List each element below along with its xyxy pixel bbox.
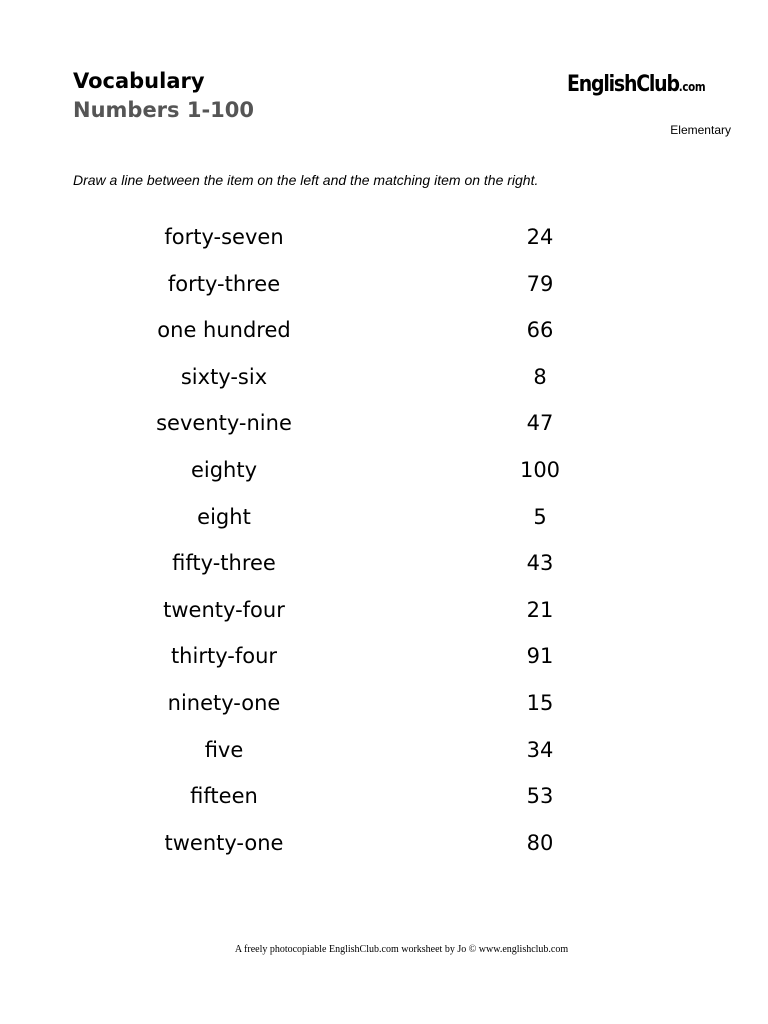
word-item: seventy-nine	[156, 411, 292, 436]
number-item: 100	[519, 457, 561, 482]
matching-row	[0, 540, 768, 587]
instructions: Draw a line between the item on the left and the matching item on the right.	[73, 172, 539, 188]
word-item: sixty-six	[180, 364, 268, 389]
matching-row	[0, 400, 768, 447]
matching-row	[0, 354, 768, 401]
matching-row	[0, 494, 768, 541]
number-item: 43	[526, 551, 554, 576]
number-item: 34	[526, 737, 554, 762]
number-item: 15	[526, 690, 554, 715]
number-item: 47	[526, 411, 554, 436]
matching-list	[0, 214, 768, 866]
matching-row	[0, 727, 768, 774]
number-item: 79	[526, 271, 554, 296]
matching-row	[0, 633, 768, 680]
word-item: forty-three	[167, 271, 281, 296]
worksheet-title: Vocabulary	[73, 69, 205, 93]
number-item: 8	[533, 364, 547, 389]
word-item: forty-seven	[164, 225, 284, 249]
footer-credit: A freely photocopiable EnglishClub.com worksheet by Jo © www.englishclub.com	[234, 944, 569, 955]
logo-suffix: .com	[678, 80, 706, 94]
number-item: 24	[526, 225, 554, 249]
word-item: fifteen	[190, 784, 258, 809]
matching-row	[0, 447, 768, 494]
matching-row	[0, 307, 768, 354]
number-item: 91	[526, 644, 554, 669]
number-item: 66	[526, 318, 554, 343]
logo-text: EnglishClub	[567, 72, 679, 97]
number-item: 53	[526, 784, 554, 809]
word-item: twenty-one	[164, 830, 284, 855]
word-item: five	[204, 737, 244, 762]
matching-row	[0, 680, 768, 727]
word-item: eighty	[190, 457, 258, 482]
matching-row	[0, 214, 768, 261]
englishclub-logo	[567, 70, 705, 102]
word-item: eight	[197, 504, 251, 529]
worksheet-subtitle: Numbers 1-100	[73, 98, 255, 122]
word-item: ninety-one	[167, 690, 281, 715]
word-item: twenty-four	[163, 597, 285, 622]
word-item: fifty-three	[172, 551, 276, 576]
level-label: Elementary	[670, 123, 731, 137]
word-item: one hundred	[157, 318, 291, 343]
matching-row	[0, 773, 768, 820]
number-item: 5	[533, 504, 547, 529]
number-item: 21	[526, 597, 554, 622]
matching-row	[0, 587, 768, 634]
number-item: 80	[526, 830, 554, 855]
matching-row	[0, 261, 768, 308]
word-item: thirty-four	[170, 644, 278, 669]
matching-row	[0, 820, 768, 867]
